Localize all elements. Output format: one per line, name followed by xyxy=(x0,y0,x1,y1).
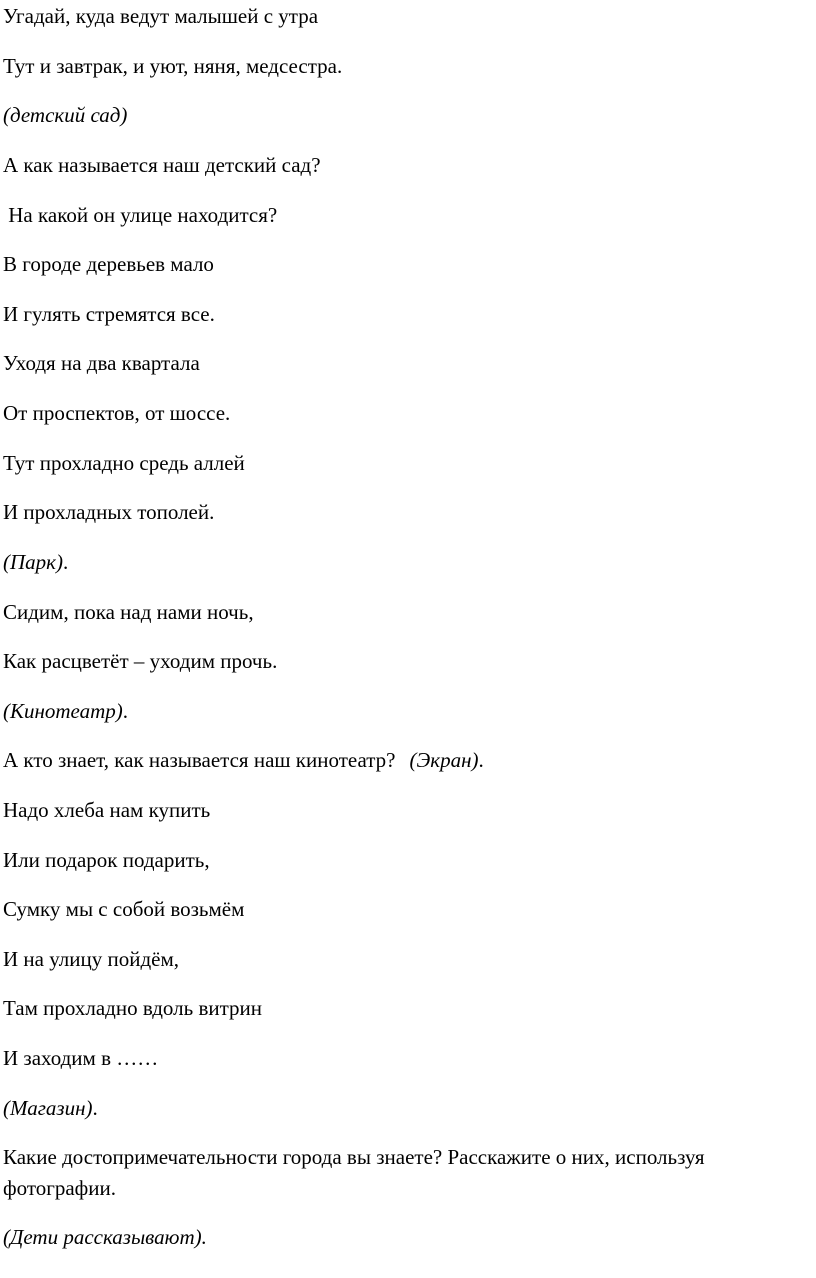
riddle-line: И на улицу пойдём, xyxy=(3,947,180,971)
question-line: На какой он улице находится? xyxy=(3,203,278,227)
riddle-line: Или подарок подарить, xyxy=(3,848,210,872)
riddle-line: И гулять стремятся все. xyxy=(3,302,215,326)
question-paragraph: Какие достопримечательности города вы знаете? Расскажите о них, используя фотографии. xyxy=(3,1145,705,1200)
riddle-line: Сумку мы с собой возьмём xyxy=(3,897,245,921)
answer-line: (Магазин). xyxy=(3,1096,98,1120)
answer-line: (Кинотеатр). xyxy=(3,699,128,723)
question-line: А как называется наш детский сад? xyxy=(3,153,321,177)
riddle-line: От проспектов, от шоссе. xyxy=(3,401,231,425)
answer-line: (детский сад) xyxy=(3,103,128,127)
riddle-line: Тут и завтрак, и уют, няня, медсестра. xyxy=(3,54,343,78)
riddle-line: И прохладных тополей. xyxy=(3,500,215,524)
riddle-line: Надо хлеба нам купить xyxy=(3,798,211,822)
answer-line: (Парк). xyxy=(3,550,69,574)
riddle-line: Сидим, пока над нами ночь, xyxy=(3,600,254,624)
riddle-line: Как расцветёт – уходим прочь. xyxy=(3,649,278,673)
riddle-line: Тут прохладно средь аллей xyxy=(3,451,245,475)
riddle-line: В городе деревьев мало xyxy=(3,252,214,276)
riddle-line: И заходим в …… xyxy=(3,1046,159,1070)
answer-line: (Дети рассказывают). xyxy=(3,1225,207,1249)
question-line: А кто знает, как называется наш кинотеатр? (Экран). xyxy=(3,748,484,772)
riddle-line: Уходя на два квартала xyxy=(3,351,200,375)
riddle-line: Там прохладно вдоль витрин xyxy=(3,996,263,1020)
riddle-line: Угадай, куда ведут малышей с утра xyxy=(3,4,319,28)
